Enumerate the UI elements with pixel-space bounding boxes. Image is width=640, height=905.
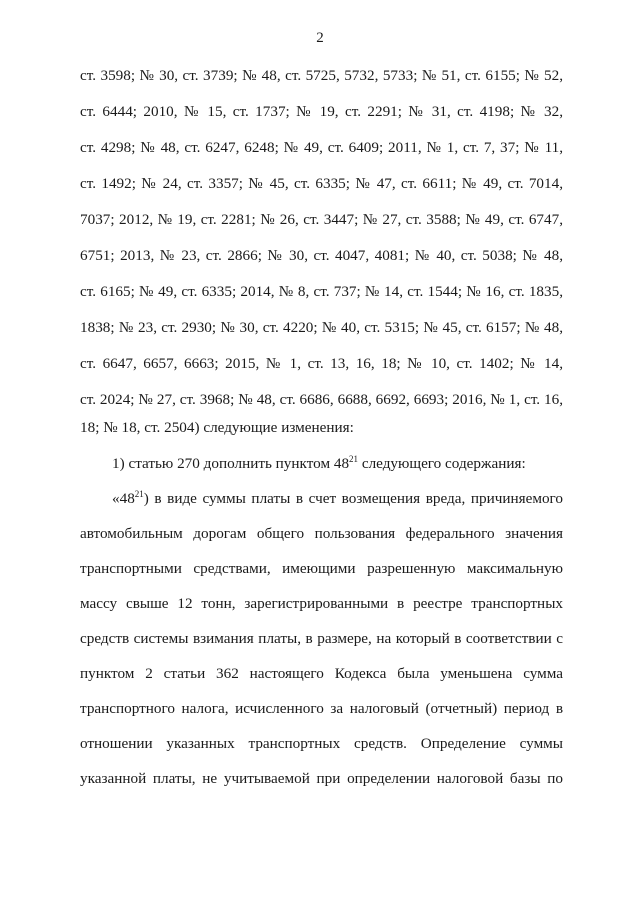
text-line: пунктом 2 статьи 362 настоящего Кодекса была уменьшена сумма [80, 665, 563, 682]
text-line: автомобильным дорогам общего пользования федерального значения [80, 525, 563, 542]
text-line: ст. 6165; № 49, ст. 6335; 2014, № 8, ст. 737; № 14, ст. 1544; № 16, ст. 1835, [80, 283, 563, 300]
text-line: ст. 1492; № 24, ст. 3357; № 45, ст. 6335; № 47, ст. 6611; № 49, ст. 7014, [80, 175, 563, 192]
text-line: 7037; 2012, № 19, ст. 2281; № 26, ст. 3447; № 27, ст. 3588; № 49, ст. 6747, [80, 211, 563, 228]
text-line: указанной платы, не учитываемой при определении налоговой базы по [80, 770, 563, 787]
superscript: 21 [349, 454, 359, 464]
item-1-line [112, 454, 563, 474]
superscript: 21 [134, 489, 144, 499]
text-line: транспортными средствами, имеющими разрешенную максимальную [80, 560, 563, 577]
quote-text-end: ) в виде суммы платы в счет возмещения вреда, причиняемого [143, 490, 563, 507]
item-1-text: 1) статью 270 дополнить пунктом 48 [112, 455, 350, 472]
quote-first-line [112, 489, 563, 509]
text-line: ст. 6647, 6657, 6663; 2015, № 1, ст. 13, 16, 18; № 10, ст. 1402; № 14, [80, 355, 563, 372]
text-line: массу свыше 12 тонн, зарегистрированными в реестре транспортных [80, 595, 563, 612]
text-line: ст. 6444; 2010, № 15, ст. 1737; № 19, ст. 2291; № 31, ст. 4198; № 32, [80, 103, 563, 120]
text-line: ст. 2024; № 27, ст. 3968; № 48, ст. 6686, 6688, 6692, 6693; 2016, № 1, ст. 16, [80, 391, 563, 408]
text-line: 6751; 2013, № 23, ст. 2866; № 30, ст. 4047, 4081; № 40, ст. 5038; № 48, [80, 247, 563, 264]
text-line: транспортного налога, исчисленного за налоговый (отчетный) период в [80, 700, 563, 717]
text-line: 1838; № 23, ст. 2930; № 30, ст. 4220; № 40, ст. 5315; № 45, ст. 6157; № 48, [80, 319, 563, 336]
page-number: 2 [316, 30, 324, 46]
text-line: ст. 3598; № 30, ст. 3739; № 48, ст. 5725, 5732, 5733; № 51, ст. 6155; № 52, [80, 67, 563, 84]
text-line: средств системы взимания платы, в размере, на который в соответствии с [80, 630, 563, 647]
quote-text: «48 [112, 490, 135, 507]
text-line: 18; № 18, ст. 2504) следующие изменения: [80, 419, 354, 436]
item-1-text-end: следующего содержания: [358, 455, 526, 472]
text-line: отношении указанных транспортных средств. Определение суммы [80, 735, 563, 752]
text-line: ст. 4298; № 48, ст. 6247, 6248; № 49, ст. 6409; 2011, № 1, ст. 7, 37; № 11, [80, 139, 563, 156]
